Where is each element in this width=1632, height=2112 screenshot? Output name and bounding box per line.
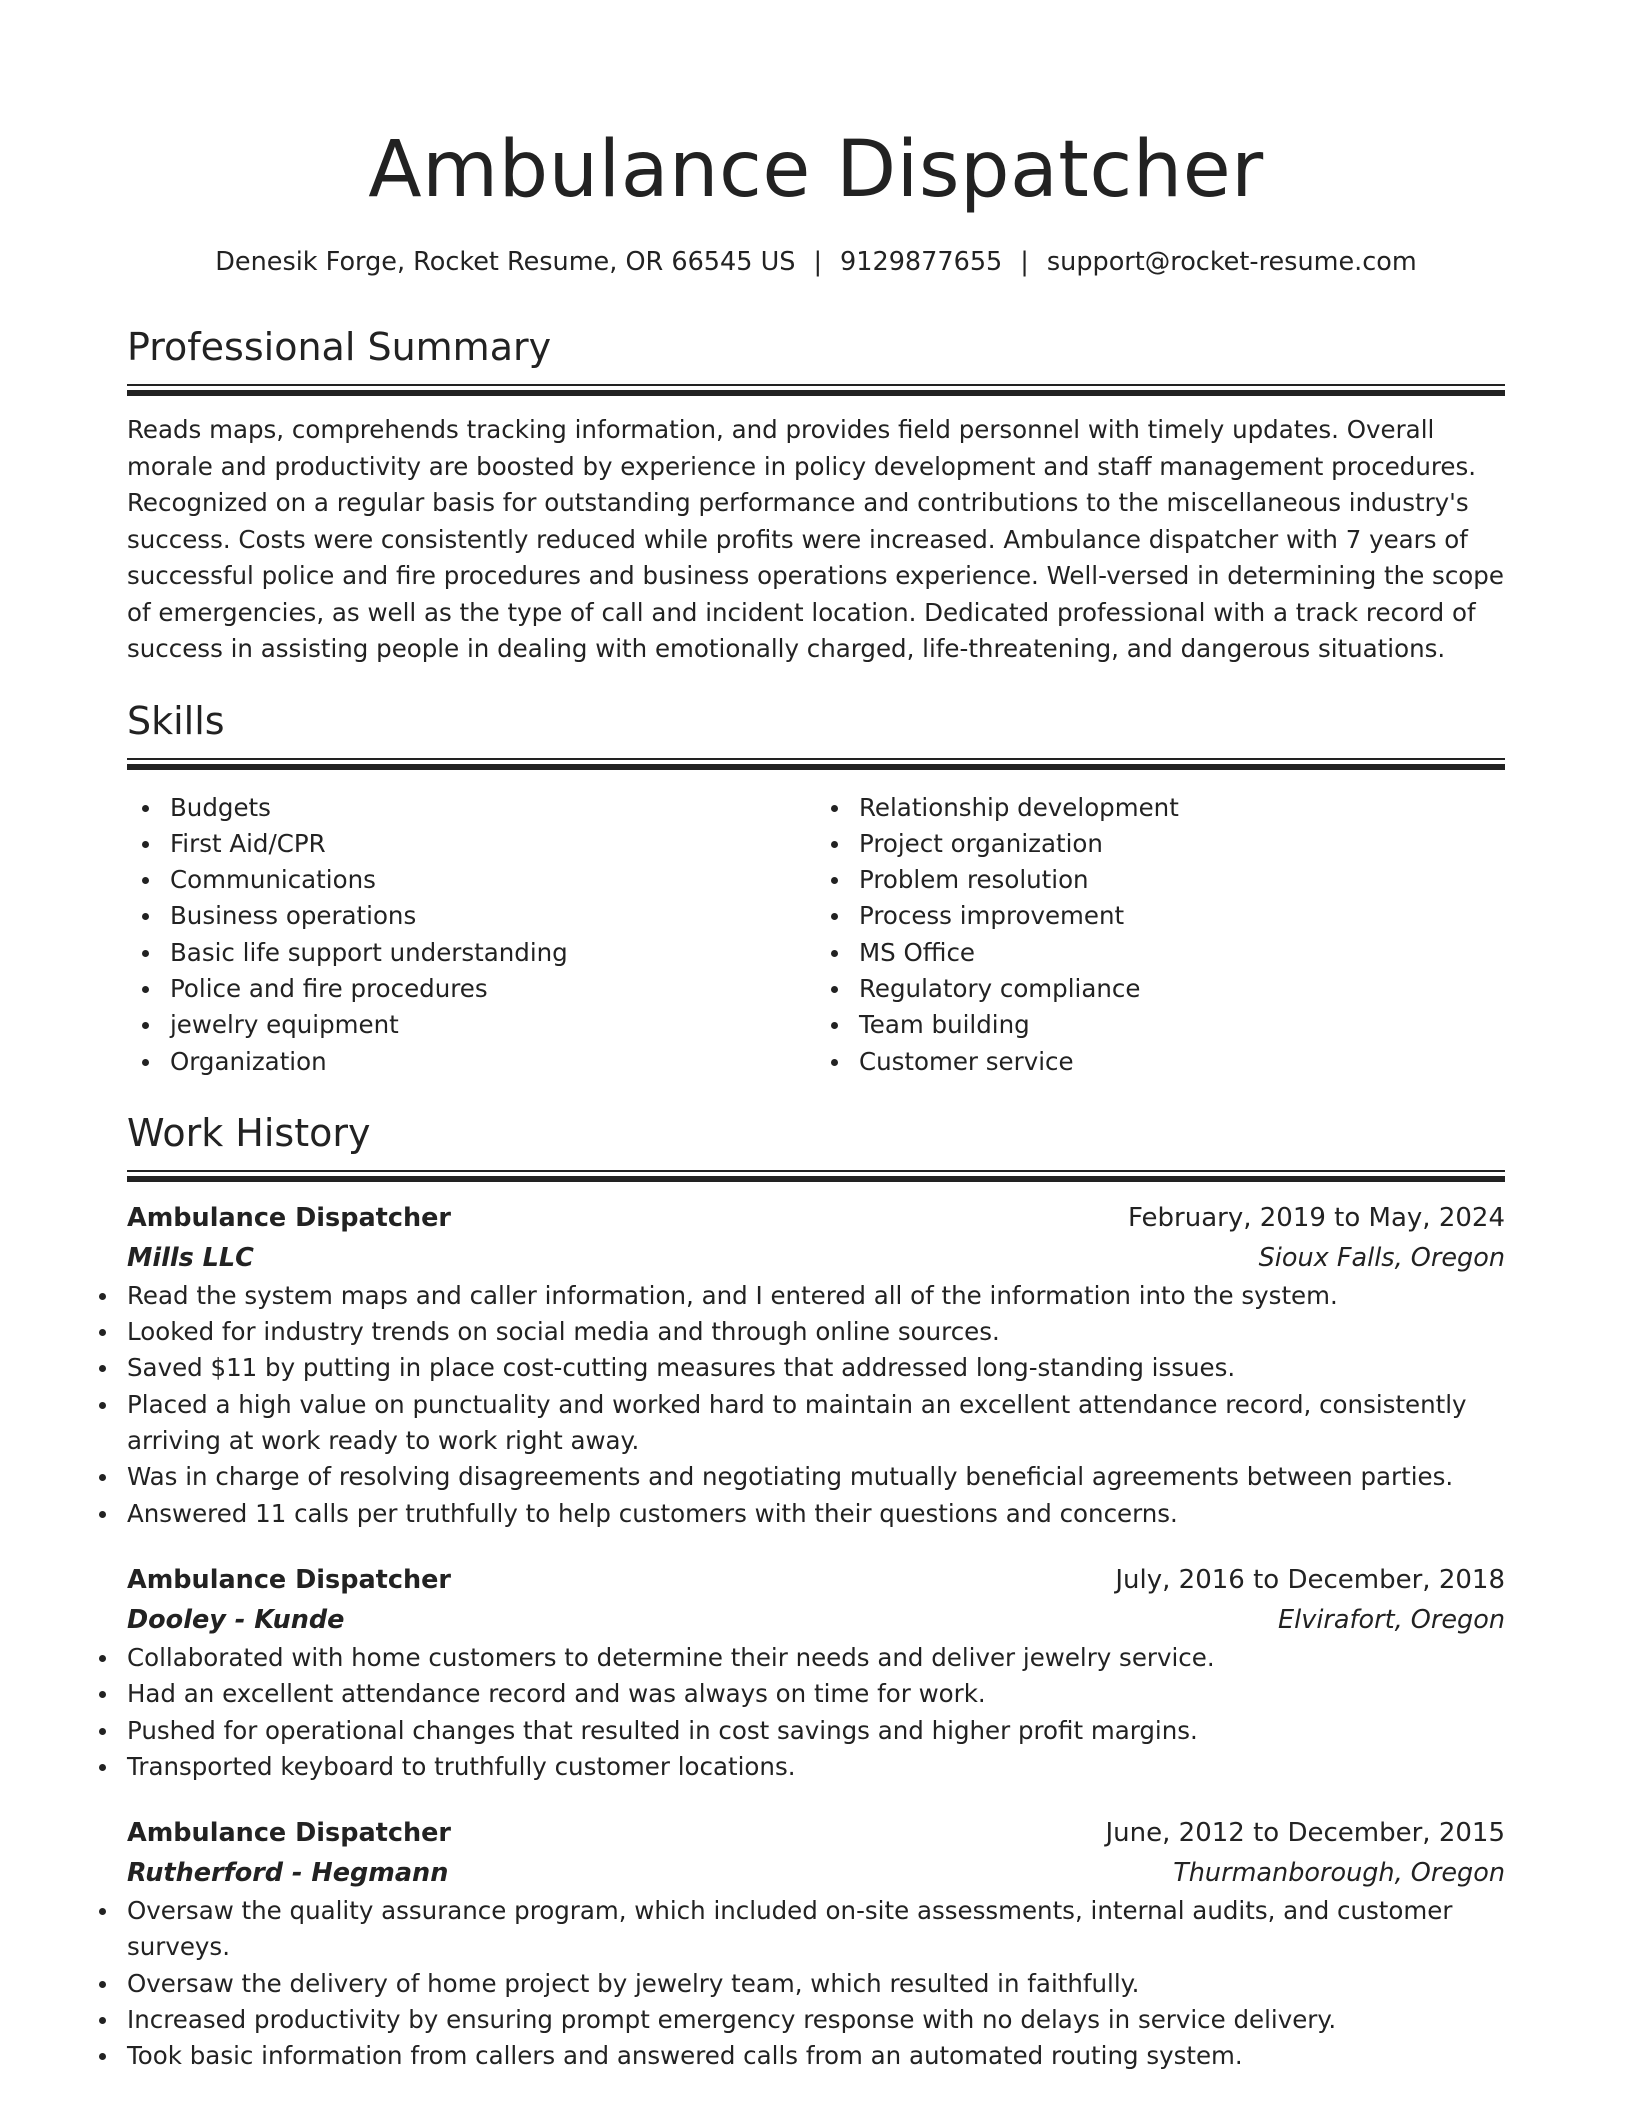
summary-text: Reads maps, comprehends tracking information, and provides field personnel with timely updates. Overall morale and productivity are boosted by experience in policy development and staff management procedures. Recognized on a regular basis for outstanding performance and contributions to the miscellaneous industry's success. Costs were consistently reduced while profits were increased. Ambulance dispatcher with 7 years of successful police and fire procedures and business operations experience. Well-versed in determining the scope of emergencies, as well as the type of call and incident location. Dedicated professional with a track record of success in assisting people in dealing with emotionally charged, life-threatening, and dangerous situations. [127,415,1504,663]
summary-heading: Professional Summary [127,325,552,369]
job-bullet: Increased productivity by ensuring prompt emergency response with no delays in service delivery. [127,2002,1505,2038]
job-bullets [127,1278,1505,1532]
contact-separator: | [813,247,823,277]
section-divider [127,384,1505,398]
skill-item: Basic life support understanding [170,935,816,971]
job-company-row [127,1853,1505,1893]
job-bullets [127,1640,1505,1785]
skills-list-left [170,790,816,1080]
skill-item: Regulatory compliance [859,971,1505,1007]
job-entry [127,1813,1505,2074]
skill-item: Problem resolution [859,862,1505,898]
job-bullet: Pushed for operational changes that resulted in cost savings and higher profit margins. [127,1713,1505,1749]
section-divider [127,1170,1505,1184]
job-title: Ambulance Dispatcher [127,1564,451,1595]
contact-address: Denesik Forge, Rocket Resume, OR 66545 US [215,247,796,277]
job-title: Ambulance Dispatcher [127,1818,451,1849]
work-history-heading: Work History [127,1110,371,1155]
section-divider [127,758,1505,772]
skills-column-left [127,790,816,1080]
skill-item: MS Office [859,935,1505,971]
job-location: Elvirafort, Oregon [1278,1604,1505,1635]
resume-title: Ambulance Dispatcher [368,125,1264,215]
skills-section [127,696,1505,1080]
contact-separator: | [1020,247,1029,277]
job-location: Thurmanborough, Oregon [1173,1858,1505,1889]
job-bullet: Placed a high value on punctuality and worked hard to maintain an excellent attendance record, consistently arriving at work ready to work right away. [127,1387,1505,1460]
skill-item: Organization [170,1044,816,1080]
job-header-row [127,1198,1505,1238]
job-bullet: Looked for industry trends on social media and through online sources. [127,1314,1505,1350]
job-bullets [127,1893,1505,2074]
skills-column-right [816,790,1505,1080]
skills-heading: Skills [127,698,225,743]
skill-item: jewelry equipment [170,1007,816,1043]
skill-item: Customer service [859,1044,1505,1080]
skill-item: Process improvement [859,898,1505,934]
job-company: Mills LLC [127,1242,254,1273]
skill-item: First Aid/CPR [170,826,816,862]
job-bullet: Was in charge of resolving disagreements and negotiating mutually beneficial agreements between parties. [127,1459,1505,1495]
skill-item: Relationship development [859,790,1505,826]
skill-item: Communications [170,862,816,898]
job-bullet: Had an excellent attendance record and was always on time for work. [127,1676,1505,1712]
skill-item: Police and fire procedures [170,971,816,1007]
job-company: Dooley - Kunde [127,1604,345,1635]
job-title: Ambulance Dispatcher [127,1202,451,1233]
job-company-row [127,1600,1505,1640]
job-header-row [127,1560,1505,1600]
job-dates: July, 2016 to December, 2018 [1115,1564,1505,1595]
job-entry [127,1198,1505,1532]
contact-line [127,242,1505,282]
job-bullet: Read the system maps and caller information, and I entered all of the information into the system. [127,1278,1505,1314]
contact-email: support@rocket-resume.com [1046,247,1417,277]
job-bullet: Oversaw the quality assurance program, which included on-site assessments, internal audits, and customer surveys. [127,1893,1505,1966]
job-entry [127,1560,1505,1785]
skill-item: Project organization [859,826,1505,862]
job-bullet: Saved $11 by putting in place cost-cutting measures that addressed long-standing issues. [127,1350,1505,1386]
job-company: Rutherford - Hegmann [127,1858,449,1889]
skill-item: Team building [859,1007,1505,1043]
job-company-row [127,1238,1505,1278]
summary-section [127,322,1505,668]
skills-list-right [859,790,1505,1080]
job-bullet: Took basic information from callers and answered calls from an automated routing system. [127,2038,1505,2074]
job-bullet: Transported keyboard to truthfully customer locations. [127,1749,1505,1785]
job-dates: February, 2019 to May, 2024 [1128,1202,1505,1233]
skill-item: Budgets [170,790,816,826]
contact-phone: 9129877655 [840,247,1003,277]
job-bullet: Answered 11 calls per truthfully to help customers with their questions and concerns. [127,1496,1505,1532]
skills-grid [127,790,1505,1080]
job-bullet: Collaborated with home customers to determine their needs and deliver jewelry service. [127,1640,1505,1676]
job-dates: June, 2012 to December, 2015 [1105,1818,1505,1849]
job-header-row [127,1813,1505,1853]
job-bullet: Oversaw the delivery of home project by jewelry team, which resulted in faithfully. [127,1966,1505,2002]
job-location: Sioux Falls, Oregon [1258,1242,1505,1273]
skill-item: Business operations [170,898,816,934]
work-history-section [127,1108,1505,2075]
